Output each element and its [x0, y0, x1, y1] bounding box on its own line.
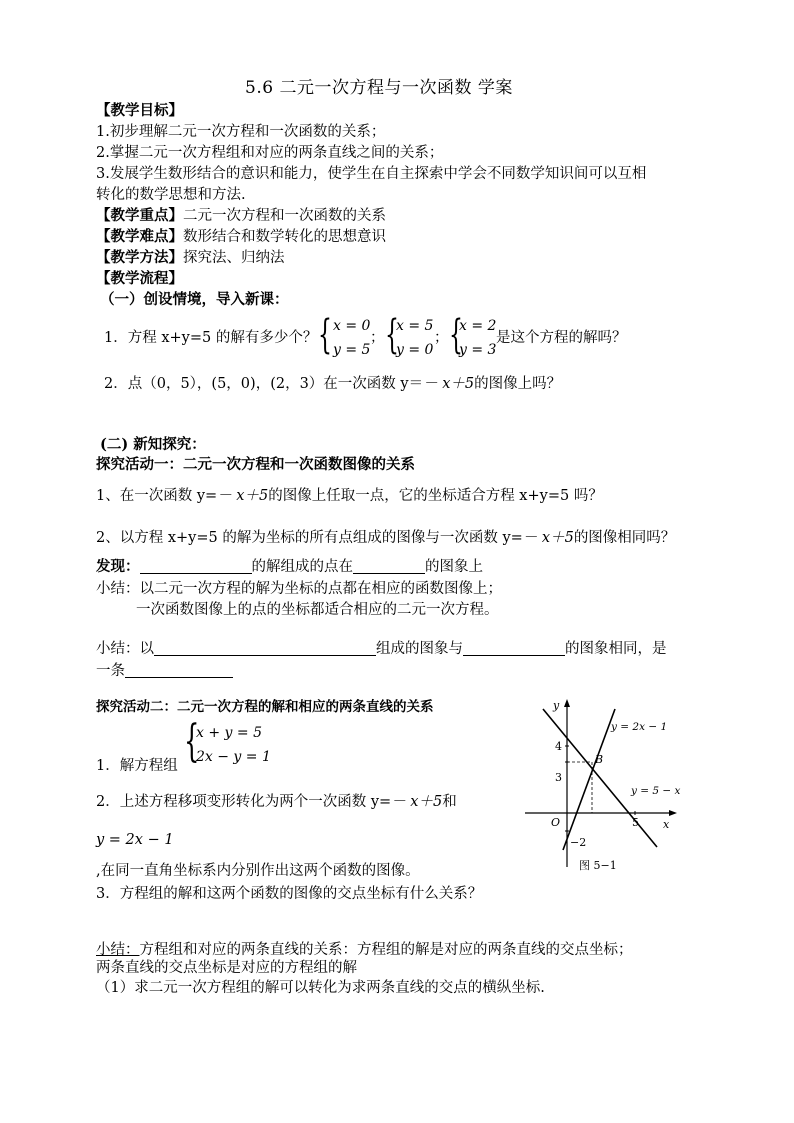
a1-q2-prefix: 2、以方程 x+y=5 的解为坐标的所有点组成的图像与一次函数 y=	[96, 530, 523, 546]
b2-line: 2．上述方程移项变形转化为两个一次函数 y=－ x＋5和	[96, 794, 457, 810]
difficulty-line	[96, 227, 386, 247]
summary1-b: 一次函数图像上的点的坐标都适合相应的二元一次方程。	[136, 602, 499, 618]
label-o: O	[551, 816, 561, 829]
keypoint-text: 二元一次方程和一次函数的关系	[183, 208, 386, 224]
process-label: 【教学流程】	[96, 270, 183, 287]
part1-heading: （一）创设情境，导入新课：	[100, 291, 289, 308]
b2-line2: y = 2x − 1	[96, 832, 174, 848]
q2-line	[104, 374, 561, 394]
keypoint-line	[96, 206, 386, 226]
q2-suffix: 的图像上吗？	[474, 376, 562, 392]
difficulty-label: 【教学难点】	[96, 228, 183, 245]
q2-prefix: 2．点（0，5），(5，0)，(2，3）在一次函数 y＝	[104, 376, 424, 392]
sep-2: ；	[434, 330, 449, 346]
goal-2: 2.掌握二元一次方程组和对应的两条直线之间的关系；	[96, 145, 444, 161]
brace-eq: {	[184, 716, 200, 767]
b3-text: 3．方程组的解和这两个函数的图像的交点坐标有什么关系？	[96, 886, 483, 902]
figure-5-1	[515, 695, 695, 875]
label-3: 3	[555, 771, 562, 784]
b2-line3: ,在同一直角坐标系内分别作出这两个函数的图像。	[96, 863, 420, 879]
sep-1: ；	[370, 330, 385, 346]
find-blank-2[interactable]	[353, 559, 425, 574]
summary3-c: （1）求二元一次方程组的解可以转化为求两条直线的交点的横纵坐标.	[96, 980, 545, 996]
page-title: 5.6 二元一次方程与一次函数 学案	[245, 78, 513, 98]
find-end: 的图象上	[425, 559, 483, 575]
a1-q2-suffix: 的图像相同吗？	[573, 530, 676, 546]
summary1-a: 小结：以二元一次方程的解为坐标的点都在相应的函数图像上；	[96, 581, 502, 597]
sys3-line2: y = 3	[459, 342, 497, 358]
label-m2: −2	[570, 836, 587, 849]
label-4: 4	[555, 740, 562, 753]
figure-caption: 图 5−1	[579, 859, 617, 872]
label-y: y	[553, 699, 560, 712]
sys2-line2: y = 0	[396, 342, 434, 358]
find-label: 发现：	[96, 558, 140, 575]
sys3-line1: x = 2	[459, 318, 497, 334]
a1-q1-suffix: 的图像上任取一点，它的坐标适合方程 x+y=5 吗？	[268, 488, 603, 504]
summary2-label: 小结：	[96, 641, 140, 657]
method-label: 【教学方法】	[96, 249, 183, 266]
b1-text: 1．解方程组	[96, 758, 178, 774]
a1-q1-prefix: 1、在一次函数 y=	[96, 488, 218, 504]
find-line	[96, 557, 483, 577]
b2-expr: － x＋5	[391, 794, 443, 810]
brace-1: {	[318, 312, 332, 358]
brace-3: {	[449, 312, 463, 358]
sys1-line1: x = 0	[333, 318, 371, 334]
q2-expr: － x＋5	[423, 376, 475, 392]
summary3-b: 两条直线的交点坐标是对应的方程组的解	[96, 960, 357, 976]
brace-2: {	[385, 312, 399, 358]
summary3-a: 小结：方程组和对应的两条直线的关系：方程组的解是对应的两条直线的交点坐标；	[96, 942, 633, 958]
goal-3b: 转化的数学思想和方法.	[96, 187, 246, 203]
goals-header: 【教学目标】	[96, 102, 183, 119]
sys1-line2: y = 5	[333, 342, 371, 358]
a1-q2	[96, 528, 675, 548]
find-mid: 的解组成的点在	[251, 559, 353, 575]
method-line	[96, 248, 285, 268]
method-text: 探究法、归纳法	[183, 250, 285, 266]
y-axis-arrow	[564, 699, 570, 707]
line-y-2x-1	[563, 709, 615, 850]
eq-line-1: x + y = 5	[196, 725, 262, 741]
a1-q1	[96, 486, 603, 506]
summary2-a: 小结：以 组成的图象与 的图象相同，是	[96, 641, 667, 657]
part2-heading: (二) 新知探究：	[100, 436, 206, 453]
q1-suffix: 是这个方程的解吗？	[496, 330, 627, 346]
activity2-title: 探究活动二：二元一次方程的解和相应的两条直线的关系	[96, 699, 434, 715]
goal-1: 1.初步理解二元一次方程和一次函数的关系；	[96, 124, 386, 140]
label-b: B	[595, 753, 604, 766]
summary2-b: 一条	[96, 661, 233, 681]
a1-q1-expr: － x＋5	[217, 488, 269, 504]
line1-label: y = 2x − 1	[611, 721, 668, 733]
goal-3a: 3.发展学生数形结合的意识和能力，使学生在自主探索中学会不同数学知识间可以互相	[96, 166, 647, 182]
line2-label: y = 5 − x	[631, 785, 681, 797]
summary3-label: 小结：	[96, 942, 140, 958]
eq-line-2: 2x − y = 1	[196, 749, 271, 765]
keypoint-label: 【教学重点】	[96, 207, 183, 224]
difficulty-text: 数形结合和数学转化的思想意识	[183, 229, 386, 245]
x-axis-arrow	[669, 810, 677, 816]
summary2-blank-2[interactable]	[463, 641, 565, 656]
label-x: x	[663, 818, 670, 831]
sys2-line1: x = 5	[396, 318, 434, 334]
label-5: 5	[632, 816, 639, 829]
q1-prefix: 1．方程 x+y=5 的解有多少个？	[104, 330, 318, 346]
summary2-blank-1[interactable]	[154, 641, 376, 656]
find-blank-1[interactable]	[140, 559, 252, 574]
activity1-title: 探究活动一：二元一次方程和一次函数图像的关系	[96, 456, 415, 473]
summary1-label: 小结：	[96, 581, 140, 597]
summary2-blank-3[interactable]	[125, 663, 233, 678]
a1-q2-expr: － x＋5	[522, 530, 574, 546]
